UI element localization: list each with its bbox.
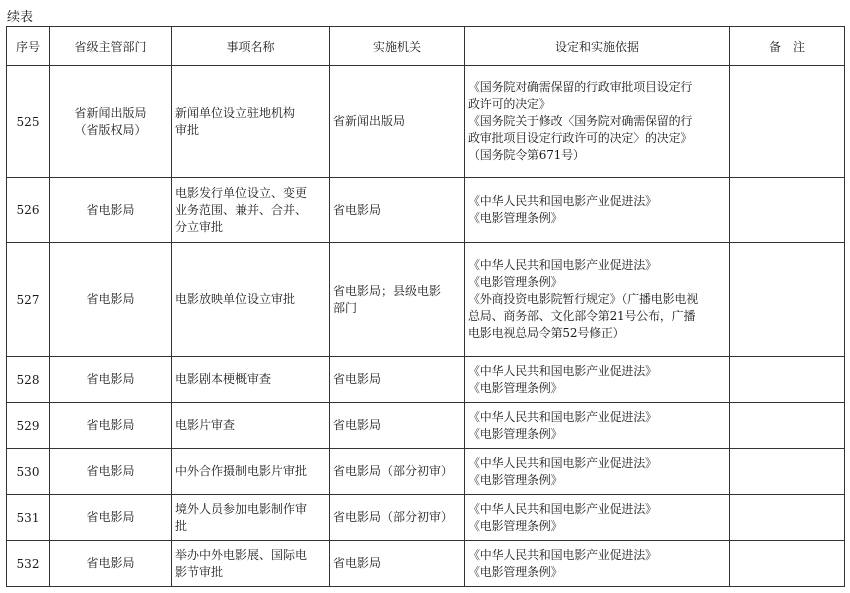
cell-dept <box>50 243 172 357</box>
cell-basis-line: （国务院令第671号） <box>468 148 585 162</box>
cell-name <box>172 541 330 587</box>
header-agency: 实施机关 <box>330 27 465 66</box>
cell-basis-line: 《中华人民共和国电影产业促进法》 <box>468 547 657 562</box>
cell-basis-line: 《电影管理条例》 <box>468 380 563 395</box>
cell-num: 529 <box>7 403 50 449</box>
cell-dept <box>50 495 172 541</box>
cell-basis <box>465 357 730 403</box>
cell-basis-line: 《电影管理条例》 <box>468 518 563 533</box>
cell-note <box>730 449 845 495</box>
cell-dept-line: 省电影局 <box>86 292 135 306</box>
cell-name-line: 分立审批 <box>175 219 224 234</box>
cell-name-line: 电影发行单位设立、变更 <box>175 185 308 200</box>
table-row <box>7 495 845 541</box>
header-dept: 省级主管部门 <box>50 27 172 66</box>
cell-name-line: 审批 <box>175 122 200 137</box>
cell-agency-line: 省电影局 <box>333 418 382 432</box>
cell-name-line: 新闻单位设立驻地机构 <box>175 105 296 120</box>
cell-basis <box>465 541 730 587</box>
cell-dept-line: 省新闻出版局 <box>74 105 147 120</box>
cell-dept <box>50 357 172 403</box>
cell-name-line: 业务范围、兼并、合并、 <box>175 202 308 217</box>
header-num: 序号 <box>7 27 50 66</box>
cell-agency <box>330 449 465 495</box>
cell-basis <box>465 243 730 357</box>
cell-agency <box>330 66 465 178</box>
cell-note <box>730 495 845 541</box>
table-row <box>7 66 845 178</box>
header-basis: 设定和实施依据 <box>465 27 730 66</box>
cell-agency <box>330 403 465 449</box>
cell-basis-line: 《中华人民共和国电影产业促进法》 <box>468 258 657 272</box>
cell-dept-line: 省电影局 <box>86 556 135 570</box>
cell-name <box>172 495 330 541</box>
cell-basis <box>465 403 730 449</box>
cell-basis-line: 《中华人民共和国电影产业促进法》 <box>468 363 657 378</box>
cell-name <box>172 357 330 403</box>
header-name: 事项名称 <box>172 27 330 66</box>
cell-name-line: 电影放映单位设立审批 <box>175 292 296 306</box>
cell-basis-line: 《外商投资电影院暂行规定》（广播电影电视 <box>468 292 699 306</box>
table-row <box>7 449 845 495</box>
cell-basis-line: 《电影管理条例》 <box>468 275 563 289</box>
cell-basis-line: 《国务院关于修改〈国务院对确需保留的行 <box>468 114 693 128</box>
cell-name <box>172 178 330 243</box>
cell-dept-line: 省电影局 <box>86 510 135 524</box>
cell-note <box>730 541 845 587</box>
cell-basis-line: 《中华人民共和国电影产业促进法》 <box>468 501 657 516</box>
cell-dept-line: 省电影局 <box>86 202 135 217</box>
cell-name-line: 境外人员参加电影制作审 <box>175 501 308 516</box>
cell-num: 530 <box>7 449 50 495</box>
cell-agency-line: 部门 <box>333 300 358 315</box>
cell-dept <box>50 403 172 449</box>
cell-num: 525 <box>7 66 50 178</box>
cell-note <box>730 178 845 243</box>
cell-agency-line: 省电影局；县级电影 <box>333 283 442 298</box>
cell-name-line: 电影片审查 <box>175 418 236 432</box>
cell-basis-line: 政许可的决定》 <box>468 97 551 111</box>
cell-basis-line: 总局、商务部、文化部令第21号公布，广播 <box>468 309 696 323</box>
cell-basis <box>465 495 730 541</box>
header-note: 备 注 <box>730 27 845 66</box>
header-row <box>7 27 845 66</box>
cell-basis-line: 《电影管理条例》 <box>468 211 563 225</box>
cell-basis-line: 《中华人民共和国电影产业促进法》 <box>468 194 657 208</box>
cell-agency <box>330 243 465 357</box>
cell-dept <box>50 66 172 178</box>
cell-name <box>172 243 330 357</box>
cell-num: 528 <box>7 357 50 403</box>
cell-basis-line: 电影电视总局令第52号修正） <box>468 326 625 340</box>
cell-num: 527 <box>7 243 50 357</box>
cell-agency-line: 省电影局 <box>333 202 382 217</box>
table-row <box>7 243 845 357</box>
table-caption: 续表 <box>7 10 34 25</box>
cell-note <box>730 243 845 357</box>
cell-basis-line: 政审批项目设定行政许可的决定〉的决定》 <box>468 131 693 145</box>
cell-dept-line: 省电影局 <box>86 464 135 478</box>
cell-agency-line: 省电影局（部分初审） <box>333 464 454 478</box>
cell-dept-line: 省电影局 <box>86 418 135 432</box>
cell-basis-line: 《电影管理条例》 <box>468 426 563 441</box>
table-row <box>7 357 845 403</box>
cell-name-line: 电影剧本梗概审查 <box>175 372 272 386</box>
cell-agency <box>330 178 465 243</box>
cell-agency-line: 省新闻出版局 <box>333 114 406 128</box>
cell-dept-line: （省版权局） <box>74 122 147 137</box>
cell-dept <box>50 449 172 495</box>
cell-name-line: 中外合作摄制电影片审批 <box>175 464 308 478</box>
cell-num: 526 <box>7 178 50 243</box>
cell-num: 531 <box>7 495 50 541</box>
table-row <box>7 541 845 587</box>
cell-basis <box>465 449 730 495</box>
cell-dept-line: 省电影局 <box>86 372 135 386</box>
cell-num: 532 <box>7 541 50 587</box>
cell-basis-line: 《中华人民共和国电影产业促进法》 <box>468 455 657 470</box>
cell-dept <box>50 541 172 587</box>
cell-name-line: 举办中外电影展、国际电 <box>175 547 308 562</box>
cell-name <box>172 449 330 495</box>
table-row <box>7 178 845 243</box>
cell-name <box>172 403 330 449</box>
cell-basis <box>465 66 730 178</box>
cell-basis-line: 《国务院对确需保留的行政审批项目设定行 <box>468 80 693 94</box>
cell-agency-line: 省电影局（部分初审） <box>333 510 454 524</box>
cell-basis-line: 《电影管理条例》 <box>468 472 563 487</box>
cell-basis-line: 《电影管理条例》 <box>468 564 563 579</box>
cell-note <box>730 66 845 178</box>
cell-basis <box>465 178 730 243</box>
cell-agency-line: 省电影局 <box>333 556 382 570</box>
cell-name-line: 影节审批 <box>175 564 224 579</box>
cell-agency <box>330 357 465 403</box>
cell-agency-line: 省电影局 <box>333 372 382 386</box>
cell-dept <box>50 178 172 243</box>
approval-items-table <box>6 26 845 587</box>
cell-agency <box>330 541 465 587</box>
cell-note <box>730 357 845 403</box>
cell-basis-line: 《中华人民共和国电影产业促进法》 <box>468 409 657 424</box>
table-row <box>7 403 845 449</box>
cell-name <box>172 66 330 178</box>
cell-note <box>730 403 845 449</box>
cell-agency <box>330 495 465 541</box>
cell-name-line: 批 <box>175 518 188 533</box>
